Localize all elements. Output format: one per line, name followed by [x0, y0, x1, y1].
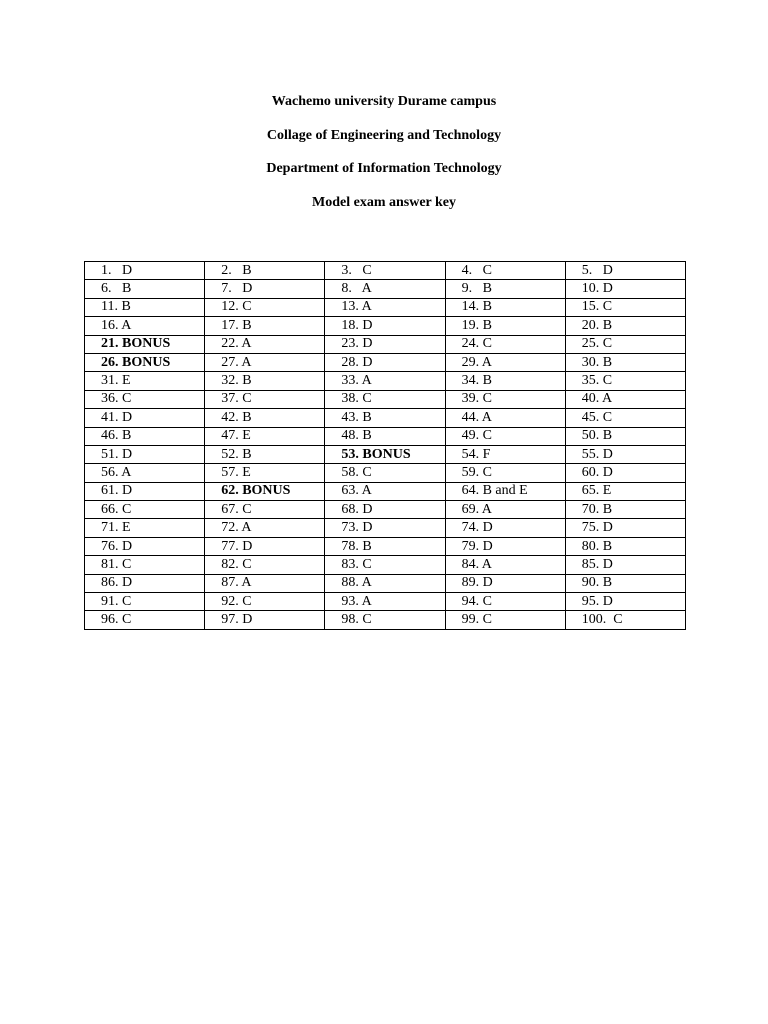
answer-cell: 51. D [85, 445, 205, 463]
answer-cell: 100. C [565, 611, 685, 629]
answer-cell: 49. C [445, 427, 565, 445]
answer-cell: 24. C [445, 335, 565, 353]
answer-cell: 47. E [205, 427, 325, 445]
answer-cell: 94. C [445, 593, 565, 611]
answer-cell: 90. B [565, 574, 685, 592]
answer-cell: 62. BONUS [205, 482, 325, 500]
answer-cell: 99. C [445, 611, 565, 629]
answer-cell: 15. C [565, 298, 685, 316]
answer-row [85, 298, 686, 316]
answer-cell: 45. C [565, 409, 685, 427]
answer-cell: 30. B [565, 353, 685, 371]
answer-cell: 6. B [85, 280, 205, 298]
answer-cell: 26. BONUS [85, 353, 205, 371]
answer-cell: 35. C [565, 372, 685, 390]
answer-cell: 68. D [325, 501, 445, 519]
answer-key-table [84, 261, 686, 630]
answer-cell: 71. E [85, 519, 205, 537]
answer-cell: 37. C [205, 390, 325, 408]
answer-cell: 27. A [205, 353, 325, 371]
answer-cell: 64. B and E [445, 482, 565, 500]
answer-row [85, 593, 686, 611]
answer-cell: 84. A [445, 556, 565, 574]
answer-cell: 41. D [85, 409, 205, 427]
answer-cell: 54. F [445, 445, 565, 463]
answer-cell: 61. D [85, 482, 205, 500]
answer-cell: 95. D [565, 593, 685, 611]
answer-cell: 56. A [85, 464, 205, 482]
answer-cell: 2. B [205, 262, 325, 280]
answer-cell: 7. D [205, 280, 325, 298]
answer-cell: 59. C [445, 464, 565, 482]
answer-cell: 42. B [205, 409, 325, 427]
answer-row [85, 317, 686, 335]
answer-row [85, 556, 686, 574]
answer-cell: 67. C [205, 501, 325, 519]
answer-cell: 9. B [445, 280, 565, 298]
answer-row [85, 335, 686, 353]
answer-cell: 75. D [565, 519, 685, 537]
answer-key-body [85, 262, 686, 630]
answer-cell: 86. D [85, 574, 205, 592]
answer-cell: 55. D [565, 445, 685, 463]
answer-cell: 70. B [565, 501, 685, 519]
answer-cell: 3. C [325, 262, 445, 280]
answer-cell: 22. A [205, 335, 325, 353]
answer-cell: 40. A [565, 390, 685, 408]
answer-row [85, 280, 686, 298]
answer-cell: 81. C [85, 556, 205, 574]
answer-cell: 28. D [325, 353, 445, 371]
answer-row [85, 611, 686, 629]
answer-cell: 80. B [565, 537, 685, 555]
answer-cell: 34. B [445, 372, 565, 390]
answer-cell: 33. A [325, 372, 445, 390]
answer-cell: 58. C [325, 464, 445, 482]
answer-cell: 18. D [325, 317, 445, 335]
answer-cell: 69. A [445, 501, 565, 519]
answer-cell: 43. B [325, 409, 445, 427]
answer-cell: 66. C [85, 501, 205, 519]
answer-cell: 82. C [205, 556, 325, 574]
document-title: Model exam answer key [312, 195, 456, 210]
answer-cell: 31. E [85, 372, 205, 390]
answer-cell: 88. A [325, 574, 445, 592]
answer-row [85, 445, 686, 463]
answer-cell: 97. D [205, 611, 325, 629]
answer-row [85, 427, 686, 445]
answer-cell: 5. D [565, 262, 685, 280]
answer-cell: 1. D [85, 262, 205, 280]
answer-cell: 11. B [85, 298, 205, 316]
answer-row [85, 372, 686, 390]
answer-cell: 12. C [205, 298, 325, 316]
answer-row [85, 390, 686, 408]
answer-cell: 65. E [565, 482, 685, 500]
answer-cell: 19. B [445, 317, 565, 335]
answer-cell: 57. E [205, 464, 325, 482]
answer-row [85, 482, 686, 500]
answer-cell: 21. BONUS [85, 335, 205, 353]
university-heading: Wachemo university Durame campus [271, 94, 497, 109]
answer-cell: 85. D [565, 556, 685, 574]
answer-row [85, 262, 686, 280]
answer-cell: 89. D [445, 574, 565, 592]
answer-row [85, 574, 686, 592]
answer-row [85, 409, 686, 427]
answer-cell: 17. B [205, 317, 325, 335]
answer-cell: 48. B [325, 427, 445, 445]
answer-cell: 23. D [325, 335, 445, 353]
answer-cell: 91. C [85, 593, 205, 611]
answer-cell: 93. A [325, 593, 445, 611]
answer-cell: 39. C [445, 390, 565, 408]
answer-cell: 73. D [325, 519, 445, 537]
answer-row [85, 537, 686, 555]
answer-cell: 13. A [325, 298, 445, 316]
answer-cell: 8. A [325, 280, 445, 298]
answer-cell: 20. B [565, 317, 685, 335]
answer-cell: 78. B [325, 537, 445, 555]
answer-cell: 50. B [565, 427, 685, 445]
answer-cell: 36. C [85, 390, 205, 408]
answer-cell: 92. C [205, 593, 325, 611]
answer-cell: 46. B [85, 427, 205, 445]
answer-cell: 87. A [205, 574, 325, 592]
answer-cell: 72. A [205, 519, 325, 537]
answer-cell: 74. D [445, 519, 565, 537]
answer-cell: 83. C [325, 556, 445, 574]
answer-cell: 10. D [565, 280, 685, 298]
answer-cell: 29. A [445, 353, 565, 371]
answer-cell: 52. B [205, 445, 325, 463]
answer-row [85, 464, 686, 482]
answer-cell: 38. C [325, 390, 445, 408]
answer-cell: 44. A [445, 409, 565, 427]
answer-cell: 32. B [205, 372, 325, 390]
answer-cell: 76. D [85, 537, 205, 555]
answer-cell: 14. B [445, 298, 565, 316]
answer-cell: 79. D [445, 537, 565, 555]
answer-row [85, 519, 686, 537]
answer-cell: 98. C [325, 611, 445, 629]
answer-cell: 96. C [85, 611, 205, 629]
answer-cell: 77. D [205, 537, 325, 555]
answer-row [85, 353, 686, 371]
college-heading: Collage of Engineering and Technology [266, 128, 502, 143]
answer-cell: 16. A [85, 317, 205, 335]
answer-row [85, 501, 686, 519]
answer-cell: 63. A [325, 482, 445, 500]
department-heading: Department of Information Technology [266, 161, 502, 176]
answer-cell: 60. D [565, 464, 685, 482]
answer-cell: 25. C [565, 335, 685, 353]
answer-cell: 53. BONUS [325, 445, 445, 463]
answer-cell: 4. C [445, 262, 565, 280]
